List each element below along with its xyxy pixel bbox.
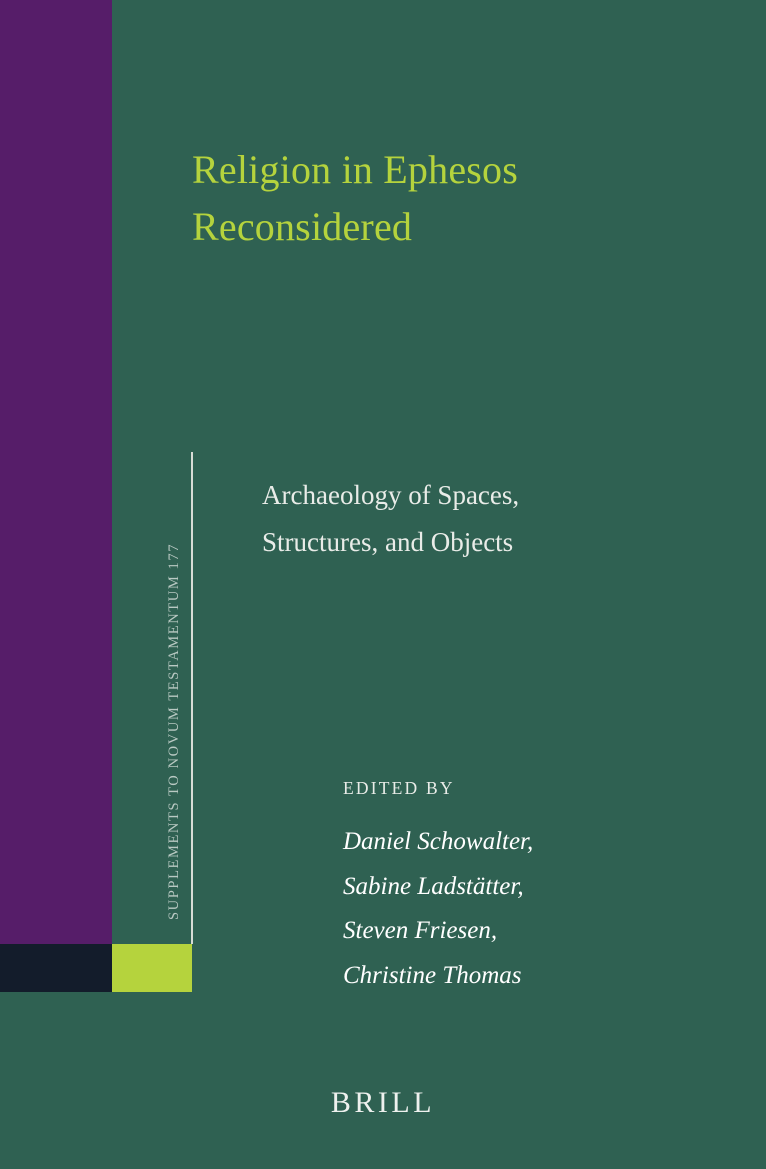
navy-accent-block — [0, 944, 112, 992]
series-divider-rule — [191, 452, 193, 944]
editor-name: Christine Thomas — [343, 961, 522, 989]
book-title — [192, 142, 712, 256]
purple-accent-bar — [0, 0, 112, 944]
editor-name: Sabine Ladstätter, — [343, 872, 524, 900]
editor-list — [343, 820, 743, 998]
book-subtitle-line-2: Structures, and Objects — [262, 526, 514, 557]
book-title-line-2: Reconsidered — [192, 203, 413, 249]
lime-accent-block — [112, 944, 192, 992]
book-title-line-1: Religion in Ephesos — [192, 147, 519, 192]
series-title: SUPPLEMENTS TO NOVUM TESTAMENTUM 177 — [166, 542, 182, 920]
book-subtitle-line-1: Archaeology of Spaces, — [262, 480, 520, 510]
edited-by-label: EDITED BY — [343, 778, 455, 798]
publisher-logo: BRILL — [330, 1086, 436, 1119]
editor-name: Daniel Schowalter, — [343, 828, 534, 855]
book-subtitle — [262, 472, 712, 565]
editor-name: Steven Friesen, — [343, 917, 498, 944]
